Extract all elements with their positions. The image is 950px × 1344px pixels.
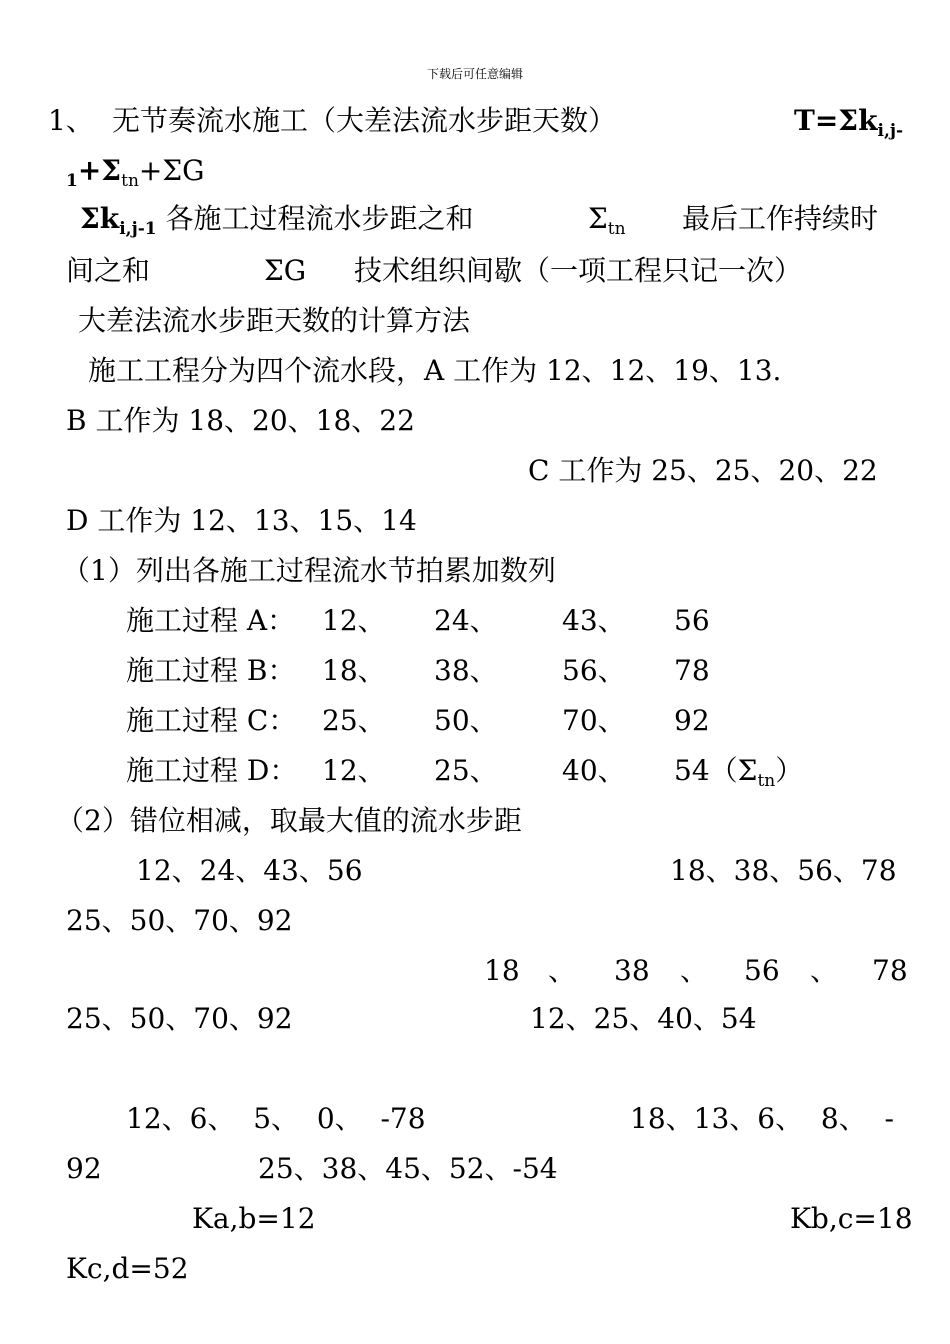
seq-b-second-sep1: 、	[548, 954, 577, 987]
seq-a: 12、24、43、56	[136, 854, 363, 887]
row-d-v1: 12、	[322, 754, 386, 787]
seq-c-second: 25、50、70、92	[66, 1002, 293, 1035]
definition-sum-tn-text: 最后工作持续时	[682, 202, 879, 235]
row-b-v4: 78	[674, 654, 710, 687]
result-kbc: Kb,c=18	[790, 1202, 913, 1235]
definition-sum-g-text: 技术组织间歇（一项工程只记一次）	[354, 254, 803, 287]
work-c: C 工作为 25、25、20、22	[528, 454, 878, 487]
problem-statement: 施工工程分为四个流水段，A 工作为 12、12、19、13.	[88, 354, 782, 387]
row-d-label: 施工过程 D：	[126, 754, 298, 787]
seq-b-second-3: 56	[744, 954, 780, 987]
formula-continuation: $_1+\Sigma_{tn}+\Sigma G$	[66, 154, 205, 191]
method-heading: 大差法流水步距天数的计算方法	[78, 304, 471, 337]
row-b-v2: 38、	[434, 654, 498, 687]
header-note: 下载后可任意编辑	[426, 67, 523, 81]
definition-sum-g-symbol: ΣG	[264, 254, 307, 287]
row-d-v4: $54(\Sigma_{tn})$	[674, 754, 804, 791]
seq-b: 18、38、56、78	[670, 854, 897, 887]
row-a-v2: 24、	[434, 604, 498, 637]
work-b: B 工作为 18、20、18、22	[66, 404, 415, 437]
row-c-v4: 92	[674, 704, 710, 737]
diff-bc: 18、13、6、 8、 -	[630, 1102, 894, 1135]
row-d-v3: 40、	[562, 754, 626, 787]
row-b-label: 施工过程 B：	[126, 654, 296, 687]
seq-b-second-sep2: 、	[680, 954, 709, 987]
seq-b-second-4: 78	[872, 954, 908, 987]
diff-cd: 25、38、45、52、-54	[258, 1152, 558, 1185]
definition-sum-tn-symbol: $\Sigma_{tn}$	[588, 202, 626, 239]
diff-ab: 12、6、 5、 0、 -78	[126, 1102, 426, 1135]
formula-total: $T=\Sigma k_{i,j-}$	[794, 104, 904, 141]
seq-c-shifted: 25、50、70、92	[66, 904, 293, 937]
work-d: D 工作为 12、13、15、14	[66, 504, 417, 537]
definition-sum-k: $\Sigma k_{i,j-1}$ 各施工过程流水步距之和	[80, 202, 474, 239]
row-a-label: 施工过程 A：	[126, 604, 296, 637]
row-b-v3: 56、	[562, 654, 626, 687]
section-number: 1、	[48, 104, 94, 137]
step-1-heading: （1）列出各施工过程流水节拍累加数列	[62, 554, 556, 587]
seq-b-second-1: 18	[484, 954, 520, 987]
section-title: 无节奏流水施工（大差法流水步距天数）	[112, 104, 617, 137]
row-a-v4: 56	[674, 604, 710, 637]
diff-bc-continuation: 92	[66, 1152, 102, 1185]
row-c-v2: 50、	[434, 704, 498, 737]
seq-b-second-sep3: 、	[810, 954, 839, 987]
result-kab: Ka,b=12	[192, 1202, 316, 1235]
row-c-v3: 70、	[562, 704, 626, 737]
step-2-heading: （2）错位相减，取最大值的流水步距	[56, 804, 522, 837]
seq-b-second-2: 38	[614, 954, 650, 987]
row-d-v2: 25、	[434, 754, 498, 787]
seq-d: 12、25、40、54	[530, 1002, 757, 1035]
row-b-v1: 18、	[322, 654, 386, 687]
result-kcd: Kc,d=52	[66, 1252, 189, 1285]
row-c-v1: 25、	[322, 704, 386, 737]
row-c-label: 施工过程 C：	[126, 704, 297, 737]
definition-continuation: 间之和	[66, 254, 151, 287]
row-a-v1: 12、	[322, 604, 386, 637]
row-a-v3: 43、	[562, 604, 626, 637]
